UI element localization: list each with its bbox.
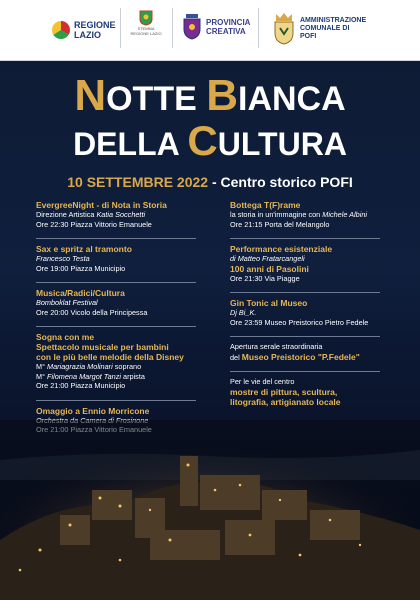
crest-icon (139, 10, 153, 26)
event-subtitle: litografia, artigianato locale (230, 396, 341, 407)
regione-lazio-logo (52, 20, 124, 40)
event-credit (36, 210, 224, 220)
event-subtitle: Spettacolo musicale per bambini (36, 342, 169, 352)
credit-prefix: M° (36, 371, 48, 381)
event-gin-tonic (230, 298, 400, 327)
event-credit (36, 372, 224, 382)
title-word-bianca: IANCA (238, 80, 346, 118)
event-title: EvergreeNight - di Nota in Storia (36, 200, 167, 210)
event-sogna-con-me (36, 332, 224, 391)
event-time-place: Ore 23:59 Museo Preistorico Pietro Fedele (230, 317, 369, 327)
event-credit (230, 308, 400, 318)
stemma-caption: STEMMA REGIONE LAZIO (130, 26, 162, 36)
date-location (0, 174, 420, 190)
event-evergreenight (36, 200, 224, 229)
divider (36, 238, 196, 239)
title-word-cultura: ULTURA (217, 126, 347, 162)
divider (36, 326, 196, 327)
event-title: Gin Tonic al Museo (230, 298, 308, 308)
divider (36, 282, 196, 283)
event-time-place: Ore 21:15 Porta del Melangolo (230, 219, 330, 229)
divider (230, 292, 380, 293)
provincia-creativa-label: PROVINCIA CREATIVA (206, 18, 251, 36)
credit-name: di Matteo Fratarcangeli (230, 254, 305, 263)
credit-prefix: M° (36, 362, 48, 371)
event-title: Performance esistenziale (230, 244, 333, 254)
event-time-place: Ore 21:00 Piazza Municipio (36, 381, 126, 390)
event-bottega-trame (230, 200, 400, 229)
town-night-photo (0, 420, 420, 600)
divider (230, 371, 380, 372)
event-description: Apertura serale straordinaria (230, 342, 323, 351)
event-sax-spritz (36, 244, 224, 273)
event-credit (36, 298, 224, 308)
event-credit (36, 362, 224, 372)
credit-name: Michele Albini (322, 210, 367, 219)
event-time-place: Ore 19:00 Piazza Municipio (36, 263, 126, 273)
title-word-della: DELLA (73, 126, 188, 162)
logo-separator (258, 8, 259, 48)
event-place: - Centro storico POFI (208, 174, 353, 190)
provincia-shield-icon (182, 14, 202, 40)
credit-name: Dj Bi_K. (230, 308, 257, 317)
credit-name: Bomboklat Festival (36, 298, 98, 307)
event-title: Sogna con me (36, 332, 95, 342)
logo-header (0, 0, 420, 61)
title-initial-c: C (187, 117, 218, 164)
event-title: Bottega T(F)rame (230, 200, 301, 210)
credit-name: Filomena Margot Tanzi (47, 371, 121, 381)
regione-lazio-icon (52, 21, 70, 39)
event-title: Sax e spritz al tramonto (36, 244, 132, 254)
event-time-place: Ore 21:30 Via Piagge (230, 273, 300, 283)
title-initial-b: B (206, 71, 238, 120)
event-credit (230, 254, 400, 264)
event-date: 10 SETTEMBRE 2022 (67, 174, 209, 190)
title-initial-n: N (74, 71, 107, 120)
title-word-notte: OTTE (106, 80, 207, 118)
event-title: Musica/Radici/Cultura (36, 288, 125, 298)
divider (230, 238, 380, 239)
regione-lazio-label: REGIONE LAZIO (74, 20, 116, 40)
event-subtitle: mostre di pittura, scultura, (230, 386, 338, 397)
event-mostre (230, 377, 400, 407)
event-title: Omaggio a Ennio Morricone (36, 405, 150, 416)
divider (230, 336, 380, 337)
logo-separator (120, 8, 121, 48)
stemma-logo (130, 10, 162, 36)
event-time-place: Ore 20:00 Vicolo della Principessa (36, 307, 148, 317)
event-performance (230, 244, 400, 283)
event-credit (36, 254, 224, 264)
program-right-column (230, 200, 400, 416)
museum-name: Museo Preistorico "P.Fedele" (241, 351, 360, 362)
amministrazione-label: AMMINISTRAZIONE COMUNALE DI POFI (300, 17, 367, 40)
event-museo-apertura (230, 342, 400, 362)
credit-name: Mariagrazia Molinari (47, 362, 113, 371)
event-musica-radici (36, 288, 224, 317)
event-credit (230, 210, 400, 220)
event-subtitle: 100 anni di Pasolini (230, 263, 309, 274)
divider (36, 400, 196, 401)
comune-pofi-logo (272, 12, 367, 46)
logo-separator (172, 8, 173, 48)
pofi-crest-icon (272, 12, 296, 46)
title-line-2 (0, 118, 420, 167)
description-prefix: del (230, 352, 242, 362)
event-description (230, 352, 400, 363)
credit-prefix: Direzione Artistica (36, 210, 97, 219)
credit-role: arpista (120, 371, 145, 381)
credit-role: soprano (112, 362, 142, 371)
credit-name: Francesco Testa (36, 254, 90, 263)
credit-prefix: la storia in un'immagine con (230, 210, 323, 219)
program-left-column (36, 200, 224, 444)
title-line-1 (0, 72, 420, 123)
provincia-creativa-logo (182, 14, 250, 40)
event-subtitle: con le più belle melodie della Disney (36, 352, 184, 362)
event-time-place: Ore 22:30 Piazza Vittorio Emanuele (36, 219, 152, 229)
credit-name: Katia Socchetti (96, 210, 146, 219)
event-description: Per le vie del centro (230, 377, 295, 386)
